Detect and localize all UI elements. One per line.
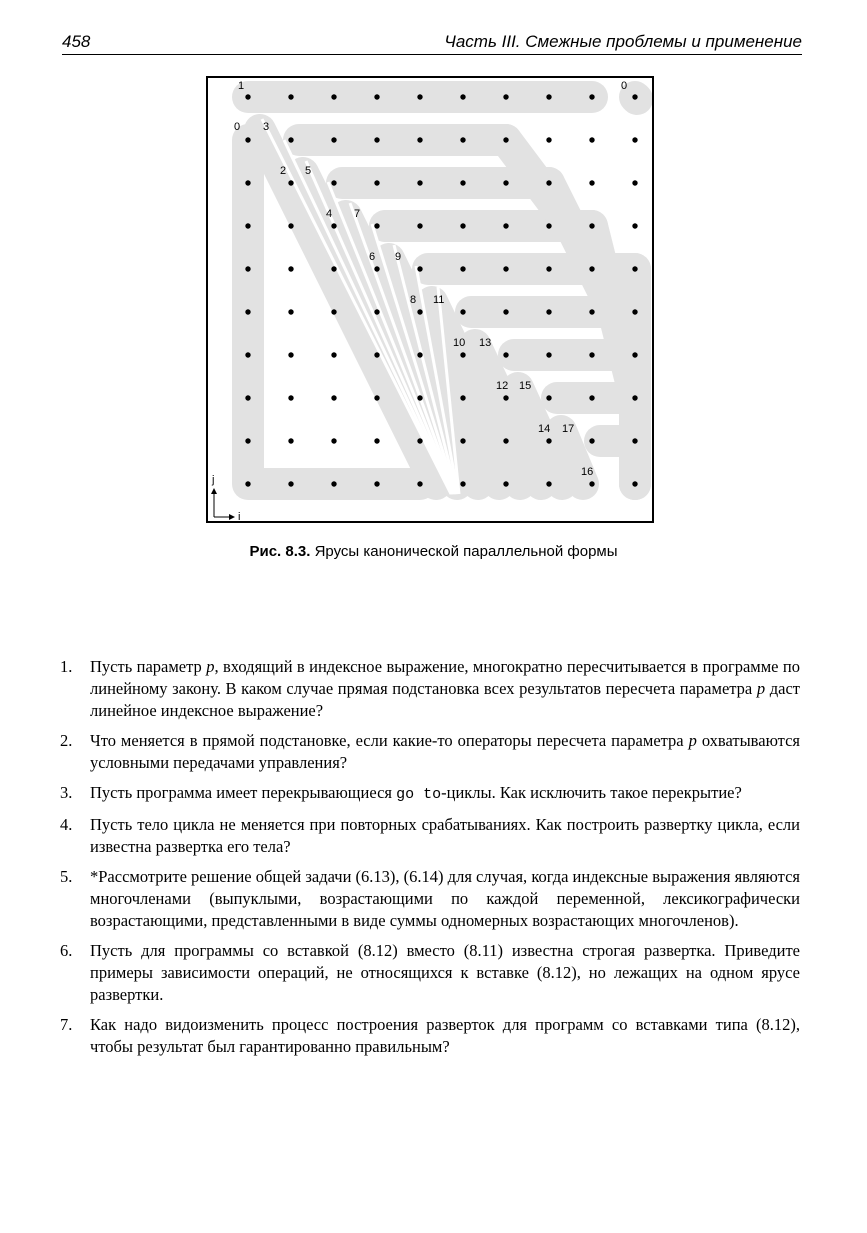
question-number: 2. bbox=[60, 731, 73, 750]
grid-dot bbox=[245, 94, 250, 99]
grid-dot bbox=[288, 223, 293, 228]
grid-dot bbox=[589, 438, 594, 443]
tiers-diagram bbox=[208, 78, 652, 521]
tier-label: 14 bbox=[538, 423, 551, 435]
grid-dot bbox=[632, 180, 637, 185]
grid-dot bbox=[417, 94, 422, 99]
grid-dot bbox=[245, 352, 250, 357]
grid-dot bbox=[632, 438, 637, 443]
grid-dot bbox=[331, 438, 336, 443]
code-go-to: go to bbox=[396, 786, 442, 803]
grid-dot bbox=[589, 309, 594, 314]
grid-dot bbox=[503, 481, 508, 486]
grid-dot bbox=[460, 94, 465, 99]
figure-caption bbox=[0, 543, 867, 560]
grid-dot bbox=[374, 137, 379, 142]
grid-dot bbox=[503, 266, 508, 271]
grid-dot bbox=[374, 395, 379, 400]
grid-dot bbox=[503, 309, 508, 314]
grid-dot bbox=[417, 395, 422, 400]
tier-band bbox=[561, 431, 583, 484]
grid-dot bbox=[374, 180, 379, 185]
grid-dot bbox=[288, 137, 293, 142]
grid-dot bbox=[589, 137, 594, 142]
tier-label: 4 bbox=[326, 208, 333, 220]
question-number: 3. bbox=[60, 783, 73, 802]
running-head: Часть III. Смежные проблемы и применение bbox=[444, 32, 802, 51]
tier-label: 0 bbox=[621, 80, 628, 92]
question-number: 4. bbox=[60, 815, 73, 834]
grid-dot bbox=[374, 309, 379, 314]
grid-dot bbox=[245, 481, 250, 486]
grid-dot bbox=[288, 352, 293, 357]
grid-dot bbox=[546, 352, 551, 357]
grid-dot bbox=[503, 438, 508, 443]
grid-dot bbox=[460, 438, 465, 443]
figure-caption-text: Ярусы канонической параллельной формы bbox=[310, 543, 618, 560]
tier-label: 11 bbox=[433, 294, 445, 306]
grid-dot bbox=[460, 352, 465, 357]
grid-dot bbox=[632, 309, 637, 314]
grid-dot bbox=[245, 180, 250, 185]
question-number: 7. bbox=[60, 1015, 73, 1034]
grid-dot bbox=[632, 266, 637, 271]
grid-dot bbox=[417, 481, 422, 486]
grid-dot bbox=[546, 309, 551, 314]
tier-label: 17 bbox=[562, 423, 575, 435]
grid-dot bbox=[460, 309, 465, 314]
grid-dot bbox=[288, 266, 293, 271]
grid-dot bbox=[503, 180, 508, 185]
question-item: 2. Что меняется в прямой подстановке, если какие-то операторы пересчета параметра p охватываются условными передачами управления? bbox=[60, 731, 801, 772]
grid-dot bbox=[374, 352, 379, 357]
grid-dot bbox=[288, 94, 293, 99]
tier-label: 1 bbox=[238, 80, 245, 92]
grid-dot bbox=[589, 481, 594, 486]
question-item: 1. Пусть параметр p, входящий в индексное выражение, многократно пересчитывается в программе по линейному закону. В каком случае прямая подстановка всех результатов пересчета параметра p даст линейное индексное выражение? bbox=[60, 657, 800, 720]
question-item bbox=[60, 1014, 800, 1058]
question-text: *Рассмотрите решение общей задачи (6.13), (6.14) для случая, когда индексные выражения являются многочленами (выпуклыми, возрастающими по каждой переменной, лексикографически возрастающими, представленными в виде суммы одномерных возрастающих многочленов). bbox=[90, 867, 800, 930]
grid-dot bbox=[417, 137, 422, 142]
tier-label: 7 bbox=[354, 208, 361, 220]
question-number: 5. bbox=[60, 867, 73, 886]
question-item bbox=[60, 866, 800, 932]
figure-tiers bbox=[206, 76, 654, 523]
grid-dot bbox=[632, 223, 637, 228]
grid-dot bbox=[331, 481, 336, 486]
grid-dot bbox=[632, 481, 637, 486]
tier-label: 3 bbox=[263, 121, 270, 133]
tier-label: 8 bbox=[410, 294, 417, 306]
grid-dot bbox=[546, 266, 551, 271]
axis-j-arrow-icon bbox=[211, 488, 217, 494]
grid-dot bbox=[288, 395, 293, 400]
grid-dot bbox=[331, 395, 336, 400]
tier-label: 9 bbox=[395, 251, 402, 263]
tier-label: 6 bbox=[369, 251, 376, 263]
grid-dot bbox=[546, 94, 551, 99]
grid-dot bbox=[374, 223, 379, 228]
grid-dot bbox=[417, 309, 422, 314]
grid-dot bbox=[460, 395, 465, 400]
grid-dot bbox=[374, 438, 379, 443]
grid-dot bbox=[331, 352, 336, 357]
grid-dot bbox=[460, 180, 465, 185]
grid-dot bbox=[417, 180, 422, 185]
tier-label: 10 bbox=[453, 337, 466, 349]
grid-dot bbox=[374, 266, 379, 271]
question-item bbox=[60, 814, 800, 858]
question-text: Пусть для программы со вставкой (8.12) вместо (8.11) известна строгая развертка. Приведите примеры зависимости операций, не относящихся к вставке (8.12), но лежащих на одном ярусе развертки. bbox=[90, 941, 800, 1004]
figure-label: Рис. 8.3. bbox=[249, 543, 311, 560]
question-text: Как надо видоизменить процесс построения разверток для программ со вставками типа (8.12), чтобы результат был гарантированно правильным? bbox=[90, 1015, 800, 1056]
grid-dot bbox=[460, 223, 465, 228]
grid-dot bbox=[589, 223, 594, 228]
question-list bbox=[60, 656, 800, 1066]
grid-dot bbox=[417, 438, 422, 443]
grid-dot bbox=[245, 438, 250, 443]
question-item: 3. Пусть программа имеет перекрывающиеся go to-циклы. Как исключить такое перекрытие? bbox=[60, 783, 742, 803]
grid-dot bbox=[632, 94, 637, 99]
question-item bbox=[60, 940, 800, 1006]
grid-dot bbox=[546, 180, 551, 185]
grid-dot bbox=[245, 137, 250, 142]
grid-dot bbox=[546, 481, 551, 486]
page-header bbox=[62, 30, 802, 55]
grid-dot bbox=[589, 395, 594, 400]
grid-dot bbox=[331, 94, 336, 99]
grid-dot bbox=[632, 137, 637, 142]
grid-dot bbox=[374, 481, 379, 486]
tier-label: 16 bbox=[581, 466, 594, 478]
grid-dot bbox=[546, 438, 551, 443]
grid-dot bbox=[331, 223, 336, 228]
grid-dot bbox=[503, 395, 508, 400]
axis-i-arrow-icon bbox=[229, 514, 235, 520]
question-number: 6. bbox=[60, 941, 73, 960]
grid-dot bbox=[589, 94, 594, 99]
grid-dot bbox=[589, 266, 594, 271]
grid-dot bbox=[503, 352, 508, 357]
grid-dot bbox=[460, 137, 465, 142]
grid-dot bbox=[288, 180, 293, 185]
page-number: 458 bbox=[62, 32, 91, 51]
tier-label: 15 bbox=[519, 380, 532, 392]
grid-dot bbox=[245, 223, 250, 228]
grid-dot bbox=[632, 352, 637, 357]
grid-dot bbox=[589, 180, 594, 185]
grid-dot bbox=[417, 266, 422, 271]
grid-dot bbox=[546, 395, 551, 400]
question-text: Пусть тело цикла не меняется при повторных срабатываниях. Как построить развертку цикла, если известна развертка его тела? bbox=[90, 815, 800, 856]
grid-dot bbox=[331, 266, 336, 271]
grid-dot bbox=[288, 438, 293, 443]
grid-dot bbox=[288, 309, 293, 314]
grid-dot bbox=[589, 352, 594, 357]
grid-dot bbox=[460, 481, 465, 486]
grid-dot bbox=[503, 137, 508, 142]
grid-dot bbox=[417, 352, 422, 357]
grid-dot bbox=[417, 223, 422, 228]
grid-dot bbox=[245, 395, 250, 400]
tier-label: 2 bbox=[280, 165, 287, 177]
grid-dot bbox=[331, 180, 336, 185]
grid-dot bbox=[331, 137, 336, 142]
question-number: 1. bbox=[60, 657, 73, 676]
grid-dot bbox=[374, 94, 379, 99]
tier-label: 12 bbox=[496, 380, 509, 392]
grid-dot bbox=[245, 309, 250, 314]
axis-j-label: j bbox=[212, 474, 215, 486]
grid-dot bbox=[546, 137, 551, 142]
grid-dot bbox=[288, 481, 293, 486]
axis-i-label: i bbox=[238, 511, 241, 521]
tier-label: 5 bbox=[305, 165, 312, 177]
grid-dot bbox=[503, 223, 508, 228]
tier-label: 0 bbox=[234, 121, 241, 133]
grid-dot bbox=[632, 395, 637, 400]
grid-dot bbox=[546, 223, 551, 228]
grid-dot bbox=[503, 94, 508, 99]
grid-dot bbox=[331, 309, 336, 314]
grid-dot bbox=[245, 266, 250, 271]
tier-label: 13 bbox=[479, 337, 492, 349]
grid-dot bbox=[460, 266, 465, 271]
